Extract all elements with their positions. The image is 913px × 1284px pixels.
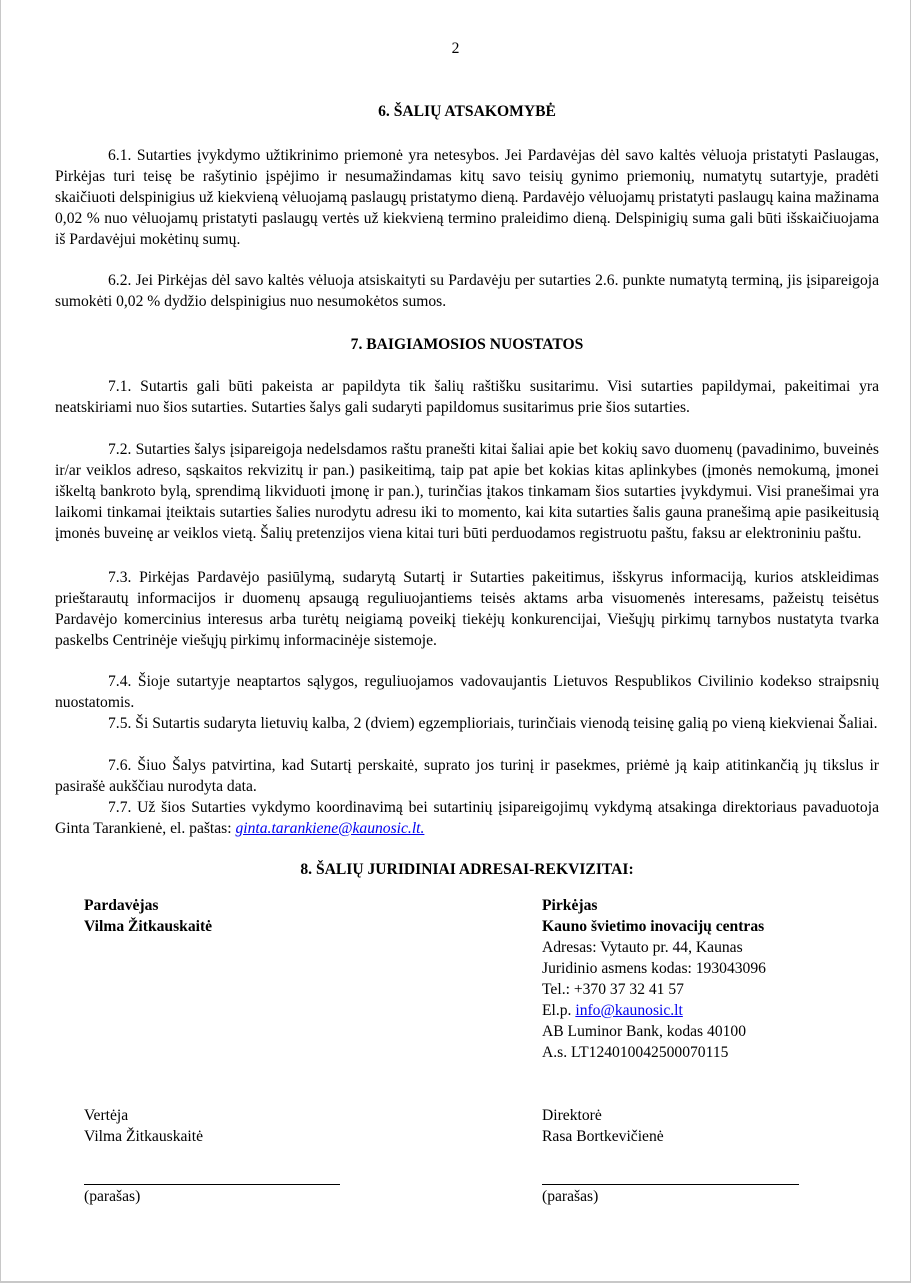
clause-6-1: 6.1. Sutarties įvykdymo užtikrinimo priemonė yra netesybos. Jei Pardavėjas dėl savo kaltės vėluoja pristatyti Paslaugas, Pirkėjas turi teisę be rašytinio įspėjimo ir nesumažindamas kitų savo teisių gynimo priemonių, numatytų sutartyje, pradėti skaičiuoti delspinigius už kiekvieną vėluojamą paslaugų pristatymo dieną. Pardavėjo vėluojamų pristatyti paslaugų kaina mažinama 0,02 % nuo vėluojamų pristatyti paslaugų vertės už kiekvieną termino praleidimo dieną. Delspinigių suma gali būti išskaičiuojama iš Pardavėjui mokėtinų sumų. — [55, 147, 879, 248]
buyer-signer — [542, 1105, 664, 1147]
page-number: 2 — [451, 40, 460, 57]
buyer-phone: Tel.: +370 37 32 41 57 — [542, 981, 684, 998]
seller-block — [84, 895, 212, 937]
buyer-signer-name: Rasa Bortkevičienė — [542, 1128, 664, 1145]
seller-name: Vilma Žitkauskaitė — [84, 918, 213, 935]
clause-7-4: 7.4. Šioje sutartyje neaptartos sąlygos, reguliuojamos vadovaujantis Lietuvos Respublikos Civilinio kodekso straipsnių nuostatomis. — [55, 673, 879, 711]
buyer-signature-label: (parašas) — [542, 1188, 599, 1205]
buyer-signer-title: Direktorė — [542, 1107, 602, 1124]
section-6-heading: 6. ŠALIŲ ATSAKOMYBĖ — [378, 103, 556, 120]
clause-7-5: 7.5. Ši Sutartis sudaryta lietuvių kalba, 2 (dviem) egzemplioriais, turinčiais vienodą teisinę galią po vieną kiekvienai Šaliai. — [108, 715, 878, 732]
buyer-block — [542, 895, 766, 1063]
section-7-heading: 7. BAIGIAMOSIOS NUOSTATOS — [350, 336, 584, 353]
buyer-bank: AB Luminor Bank, kodas 40100 — [542, 1023, 747, 1040]
clause-7-7 — [55, 798, 879, 840]
clause-7-7-text: 7.7. Už šios Sutarties vykdymo koordinavimą bei sutartinių įsipareigojimų vykdymą atsakinga direktoriaus pavaduotoja Ginta Tarankienė, el. paštas: — [55, 799, 879, 837]
buyer-email-label: El.p. — [542, 1002, 576, 1019]
clause-7-1: 7.1. Sutartis gali būti pakeista ar papildyta tik šalių raštišku susitarimu. Visi sutarties papildymai, pakeitimai yra neatskiriami nuo šios sutarties. Sutarties šalys gali sudaryti papildomus susitarimus prie šios sutarties. — [55, 378, 879, 416]
buyer-company-code: Juridinio asmens kodas: 193043096 — [542, 960, 766, 977]
buyer-account: A.s. LT124010042500070115 — [542, 1044, 729, 1061]
seller-signer — [84, 1105, 203, 1147]
buyer-signature-line — [542, 1184, 799, 1185]
seller-signer-name: Vilma Žitkauskaitė — [84, 1128, 204, 1145]
clause-7-2: 7.2. Sutarties šalys įsipareigoja nedelsdamos raštu pranešti kitai šaliai apie bet kokių savo duomenų (pavadinimo, buveinės ir/ar veiklos adreso, sąskaitos rekvizitų ir pan.) pasikeitimą, taip pat apie bet kokias kitas aplinkybes (įmonės nemokumą, įmonei iškeltą bankroto bylą, sprendimą likviduoti įmonę ir pan.), turinčias įtakos tinkamam šios sutarties įvykdymui. Visi pranešimai yra laikomi tinkamai įteiktais sutarties šalies nurodytu adresu iki to momento, kai kita sutarties šalis gauna pranešimą apie pasikeitusią įmonės buveinę ar veiklos vietą. Šalių pretenzijos viena kitai turi būti perduodamos registruotu paštu, faksu ar elektroniniu paštu. — [55, 441, 879, 542]
clause-7-3: 7.3. Pirkėjas Pardavėjo pasiūlymą, sudarytą Sutartį ir Sutarties pakeitimus, išskyrus informaciją, kurios atskleidimas prieštarautų informacijos ir duomenų apsaugą reguliuojantiems teisės aktams arba visuomenės interesams, pažeistų teisėtus Pardavėjo komercinius interesus arba turėtų neigiamą poveikį tiekėjų konkurencijai, Viešųjų pirkimų tarnybos nustatyta tvarka paskelbs Centrinėje viešųjų pirkimų informacinėje sistemoje. — [55, 569, 879, 649]
seller-signature-line — [84, 1184, 340, 1185]
section-8-heading: 8. ŠALIŲ JURIDINIAI ADRESAI-REKVIZITAI: — [300, 861, 634, 878]
buyer-name: Kauno švietimo inovacijų centras — [542, 918, 765, 935]
seller-signature-label: (parašas) — [84, 1188, 141, 1205]
buyer-email-row — [542, 1000, 766, 1021]
seller-role: Pardavėjas — [84, 897, 159, 914]
seller-signer-title: Vertėja — [84, 1107, 129, 1124]
clause-7-6: 7.6. Šiuo Šalys patvirtina, kad Sutartį perskaitė, suprato jos turinį ir pasekmes, priėmė ją kaip atitinkančią jų tikslus ir pasirašė aukščiau nurodyta data. — [55, 757, 879, 795]
buyer-role: Pirkėjas — [542, 897, 598, 914]
buyer-email-link[interactable]: info@kaunosic.lt — [575, 1002, 683, 1019]
buyer-address: Adresas: Vytauto pr. 44, Kaunas — [542, 939, 743, 956]
clause-6-2: 6.2. Jei Pirkėjas dėl savo kaltės vėluoja atsiskaityti su Pardavėju per sutarties 2.6. punkte numatytą terminą, jis įsipareigoja sumokėti 0,02 % dydžio delspinigius nuo nesumokėtos sumos. — [55, 272, 879, 310]
coordinator-email-link[interactable]: ginta.tarankiene@kaunosic.lt. — [235, 819, 425, 837]
